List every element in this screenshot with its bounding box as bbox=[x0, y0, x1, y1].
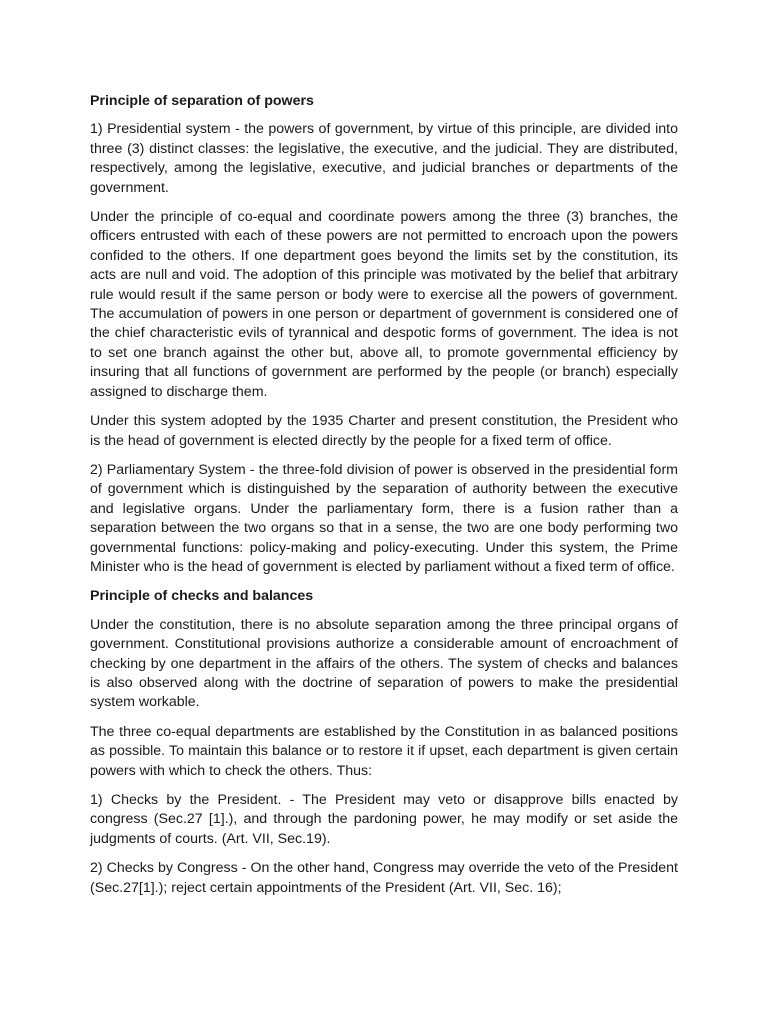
paragraph: Under the principle of co-equal and coordinate powers among the three (3) branches, the officers entrusted with each of these powers are not permitted to encroach upon the powers confided to the others. If one department goes beyond the limits set by the constitution, its acts are null and void. The adoption of this principle was motivated by the belief that arbitrary rule would result if the same person or body were to exercise all the powers of government. The accumulation of powers in one person or department of government is considered one of the chief characteristic evils of tyrannical and despotic forms of government. The idea is not to set one branch against the other but, above all, to promote governmental efficiency by insuring that all functions of government are performed by the people (or branch) especially assigned to discharge them. bbox=[90, 209, 678, 400]
document-page bbox=[90, 92, 678, 908]
paragraph: 1) Checks by the President. - The President may veto or disapprove bills enacted by congress (Sec.27 [1].), and through the pardoning power, he may modify or set aside the judgments of courts. (Art. VII, Sec.19). bbox=[90, 792, 678, 847]
section-heading: Principle of separation of powers bbox=[90, 93, 314, 109]
paragraph: Under the constitution, there is no absolute separation among the three principal organs of government. Constitutional provisions authorize a considerable amount of encroachment of checking by one department in the affairs of the others. The system of checks and balances is also observed along with the doctrine of separation of powers to make the presidential system workable. bbox=[90, 616, 678, 711]
paragraph: 2) Parliamentary System - the three-fold division of power is observed in the presidential form of government which is distinguished by the separation of authority between the executive and legislative organs. Under the parliamentary form, there is a fusion rather than a separation between the two organs so that in a sense, the two are one body performing two governmental functions: policy-making and policy-executing. Under this system, the Prime Minister who is the head of government is elected by parliament without a fixed term of office. bbox=[90, 461, 678, 575]
section-heading: Principle of checks and balances bbox=[90, 588, 314, 605]
section-checks-and-balances bbox=[90, 587, 678, 898]
section-separation-of-powers bbox=[90, 92, 678, 577]
paragraph: The three co-equal departments are established by the Constitution in as balanced positions as possible. To maintain this balance or to restore it if upset, each department is given certain powers with which to check the others. Thus: bbox=[90, 723, 678, 779]
paragraph: Under this system adopted by the 1935 Charter and present constitution, the President who is the head of government is elected directly by the people for a fixed term of office. bbox=[90, 413, 678, 449]
paragraph: 2) Checks by Congress - On the other hand, Congress may override the veto of the President (Sec.27[1].); reject certain appointments of the President (Art. VII, Sec. 16); bbox=[90, 860, 678, 896]
paragraph: 1) Presidential system - the powers of government, by virtue of this principle, are divided into three (3) distinct classes: the legislative, the executive, and the judicial. They are distributed, respectively, among the legislative, executive, and judicial branches or departments of the government. bbox=[90, 121, 678, 196]
